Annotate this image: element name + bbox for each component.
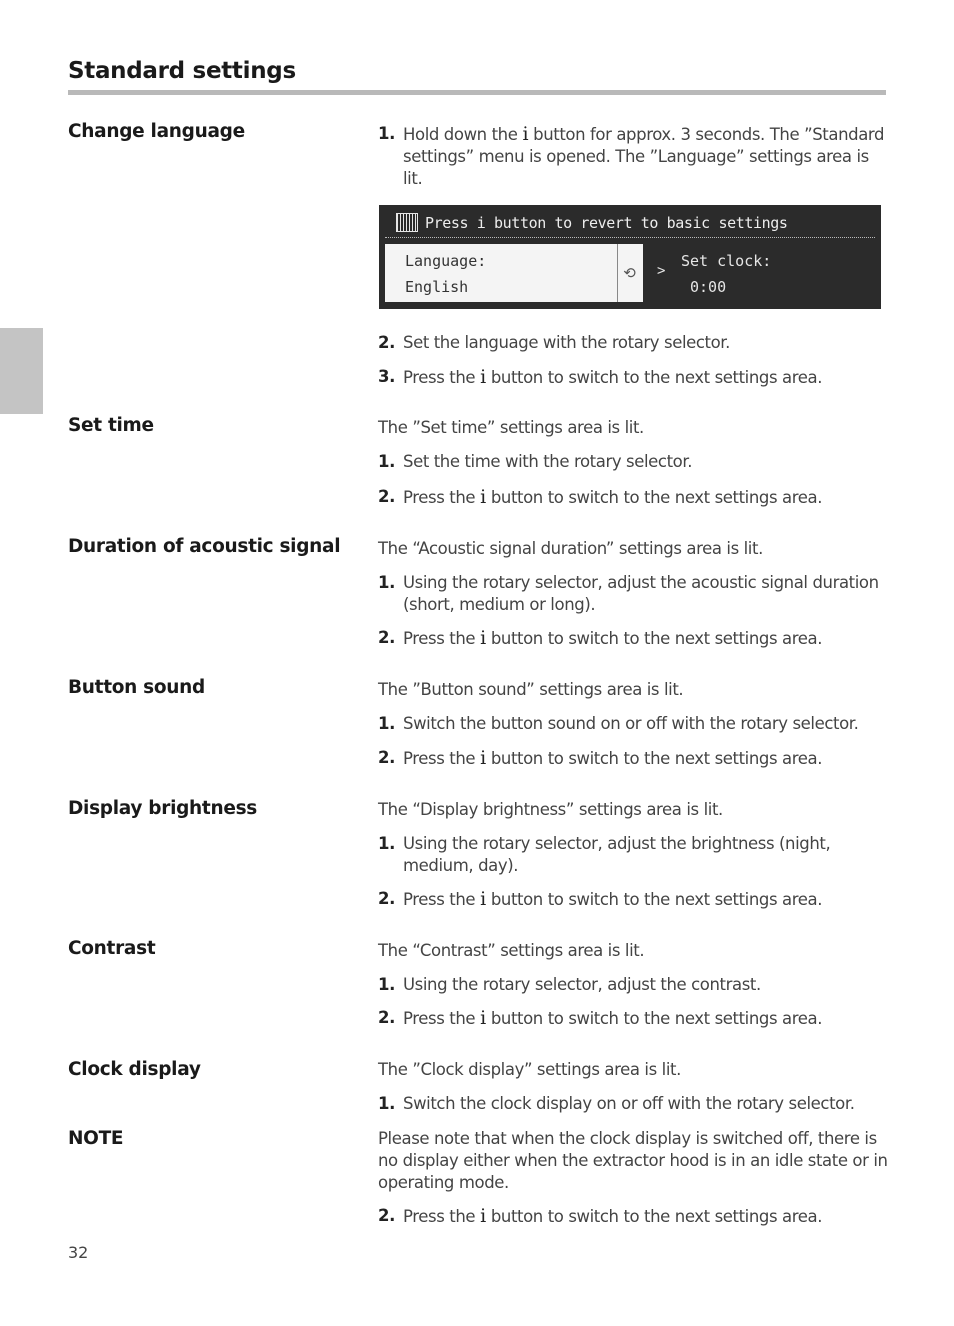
display-language-value: English (405, 278, 469, 296)
display-clock-value: 0:00 (690, 278, 727, 296)
heading-acoustic-signal: Duration of acoustic signal (68, 536, 341, 557)
info-button-icon: i (480, 747, 486, 769)
display-language-area (385, 244, 643, 302)
heading-change-language: Change language (68, 121, 245, 142)
note-text: Please note that when the clock display is switched off, there is no display either when the extractor hood is in an idle state or in operating mode. (378, 1129, 888, 1192)
page-title: Standard settings (68, 58, 296, 84)
clock-display-intro: The ”Clock display” settings area is lit. (378, 1060, 681, 1079)
step-button-sound-2: 2. Press the i button to switch to the next settings area. (378, 747, 823, 769)
step-contrast-2: 2. Press the i button to switch to the next settings area. (378, 1007, 823, 1029)
step-button-sound-1: 1. Switch the button sound on or off with the rotary selector. (378, 714, 859, 733)
step-change-language-1: 1. Hold down the i button for approx. 3 seconds. The ”Standard settings” menu is opened. The ”Language” settings area is lit. (378, 123, 885, 188)
contrast-intro: The “Contrast” settings area is lit. (378, 941, 645, 960)
step-clock-display-2: 2. Press the i button to switch to the next settings area. (378, 1205, 823, 1227)
step-acoustic-1: 1. Using the rotary selector, adjust the acoustic signal duration (short, medium or long). (378, 573, 879, 614)
button-sound-intro: The ”Button sound” settings area is lit. (378, 680, 684, 699)
heading-set-time: Set time (68, 415, 154, 436)
page-number: 32 (68, 1243, 89, 1262)
step-acoustic-2: 2. Press the i button to switch to the next settings area. (378, 627, 823, 649)
set-time-intro: The ”Set time” settings area is lit. (378, 418, 644, 437)
step-contrast-1: 1. Using the rotary selector, adjust the contrast. (378, 975, 761, 994)
info-button-icon: i (480, 1205, 486, 1227)
info-button-icon: i (522, 123, 529, 145)
acoustic-intro: The “Acoustic signal duration” settings area is lit. (378, 539, 763, 558)
brightness-intro: The “Display brightness” settings area is lit. (378, 800, 723, 819)
info-button-icon: i (480, 486, 486, 508)
step-set-time-1: 1. Set the time with the rotary selector. (378, 452, 693, 471)
chevron-right-icon: > (657, 263, 666, 279)
heading-display-brightness: Display brightness (68, 798, 258, 819)
display-divider (385, 237, 875, 238)
info-button-icon: i (480, 366, 486, 388)
chapter-tab-marker (0, 328, 43, 414)
menu-grid-icon (396, 213, 418, 232)
display-header: Press i button to revert to basic settings (425, 214, 788, 232)
step-brightness-1: 1. Using the rotary selector, adjust the brightness (night, medium, day). (378, 834, 831, 875)
info-button-icon: i (480, 888, 486, 910)
display-clock-label: Set clock: (681, 252, 772, 270)
step-number: 1. (378, 124, 395, 143)
step-change-language-3: 3. Press the i button to switch to the next settings area. (378, 366, 823, 388)
display-language-label: Language: (405, 252, 487, 270)
heading-note: NOTE (68, 1128, 124, 1149)
step-clock-display-1: 1. Switch the clock display on or off with the rotary selector. (378, 1094, 855, 1113)
title-rule (68, 90, 886, 95)
heading-clock-display: Clock display (68, 1059, 201, 1080)
step-change-language-2: 2. Set the language with the rotary selector. (378, 333, 731, 352)
step-brightness-2: 2. Press the i button to switch to the next settings area. (378, 888, 823, 910)
heading-contrast: Contrast (68, 938, 156, 959)
step-set-time-2: 2. Press the i button to switch to the next settings area. (378, 486, 823, 508)
info-button-icon: i (480, 627, 486, 649)
heading-button-sound: Button sound (68, 677, 205, 698)
display-illustration (379, 205, 881, 309)
info-button-icon: i (480, 1007, 486, 1029)
rotary-scroll-icon: ⟲ (617, 244, 641, 302)
